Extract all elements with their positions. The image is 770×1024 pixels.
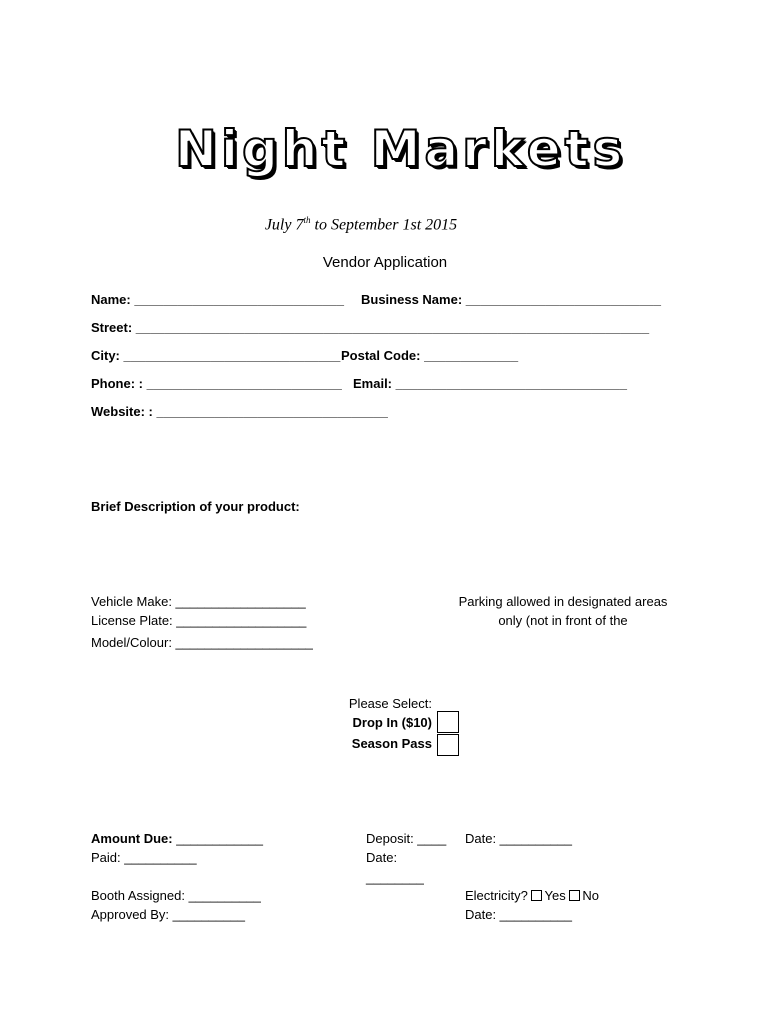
season-pass-checkbox[interactable] <box>437 734 459 756</box>
electricity-yes-checkbox[interactable] <box>531 890 542 901</box>
electricity-no-checkbox[interactable] <box>569 890 580 901</box>
deposit-date-field[interactable]: Date: __________ <box>465 831 572 846</box>
vehicle-make-field[interactable]: Vehicle Make: __________________ <box>91 594 306 609</box>
parking-note-line1: Parking allowed in designated areas <box>458 594 668 609</box>
paid-field[interactable]: Paid: __________ <box>91 850 197 865</box>
electricity-label: Electricity? <box>465 888 528 903</box>
electricity-field <box>465 888 599 904</box>
electricity-date-field[interactable]: Date: __________ <box>465 907 572 922</box>
dates-superscript: th <box>303 215 311 225</box>
name-field[interactable]: Name: _____________________________ <box>91 292 345 307</box>
booth-assigned-field[interactable]: Booth Assigned: __________ <box>91 888 261 903</box>
approved-by-field[interactable]: Approved By: __________ <box>91 907 245 922</box>
website-field[interactable]: Website: : ________________________________ <box>91 404 388 419</box>
deposit-field[interactable]: Deposit: ____ <box>366 831 447 846</box>
product-description-label: Brief Description of your product: <box>91 499 300 514</box>
postal-code-field[interactable]: Postal Code: _____________ <box>341 348 519 363</box>
business-name-field[interactable]: Business Name: ___________________________ <box>361 292 661 307</box>
dates-suffix: to September 1st 2015 <box>310 216 458 234</box>
parking-note-line2: only (not in front of the <box>498 613 628 628</box>
model-colour-field[interactable]: Model/Colour: ___________________ <box>91 635 313 650</box>
drop-in-checkbox[interactable] <box>437 711 459 733</box>
drop-in-label: Drop In ($10) <box>352 715 432 730</box>
date-label: Date: <box>366 850 398 865</box>
electricity-no-label: No <box>582 888 599 903</box>
phone-field[interactable]: Phone: : ___________________________ <box>91 376 342 391</box>
page-title: Night Markets <box>175 120 627 178</box>
season-pass-label: Season Pass <box>351 736 432 751</box>
city-field[interactable]: City: ______________________________ <box>91 348 341 363</box>
amount-due-field[interactable] <box>91 831 263 847</box>
amount-due-label: Amount Due: <box>91 831 173 846</box>
please-select-label: Please Select: <box>348 696 432 711</box>
dates-prefix: July 7 <box>264 216 304 234</box>
amount-due-line: ____________ <box>172 831 263 846</box>
street-field[interactable]: Street: _______________________________________________________________________ <box>91 320 650 335</box>
license-plate-field[interactable]: License Plate: __________________ <box>91 613 307 628</box>
email-field[interactable]: Email: ________________________________ <box>353 376 627 391</box>
electricity-yes-label: Yes <box>544 888 566 903</box>
event-dates <box>0 215 722 234</box>
form-subtitle: Vendor Application <box>322 254 448 271</box>
date-line-field[interactable]: ________ <box>366 870 424 885</box>
